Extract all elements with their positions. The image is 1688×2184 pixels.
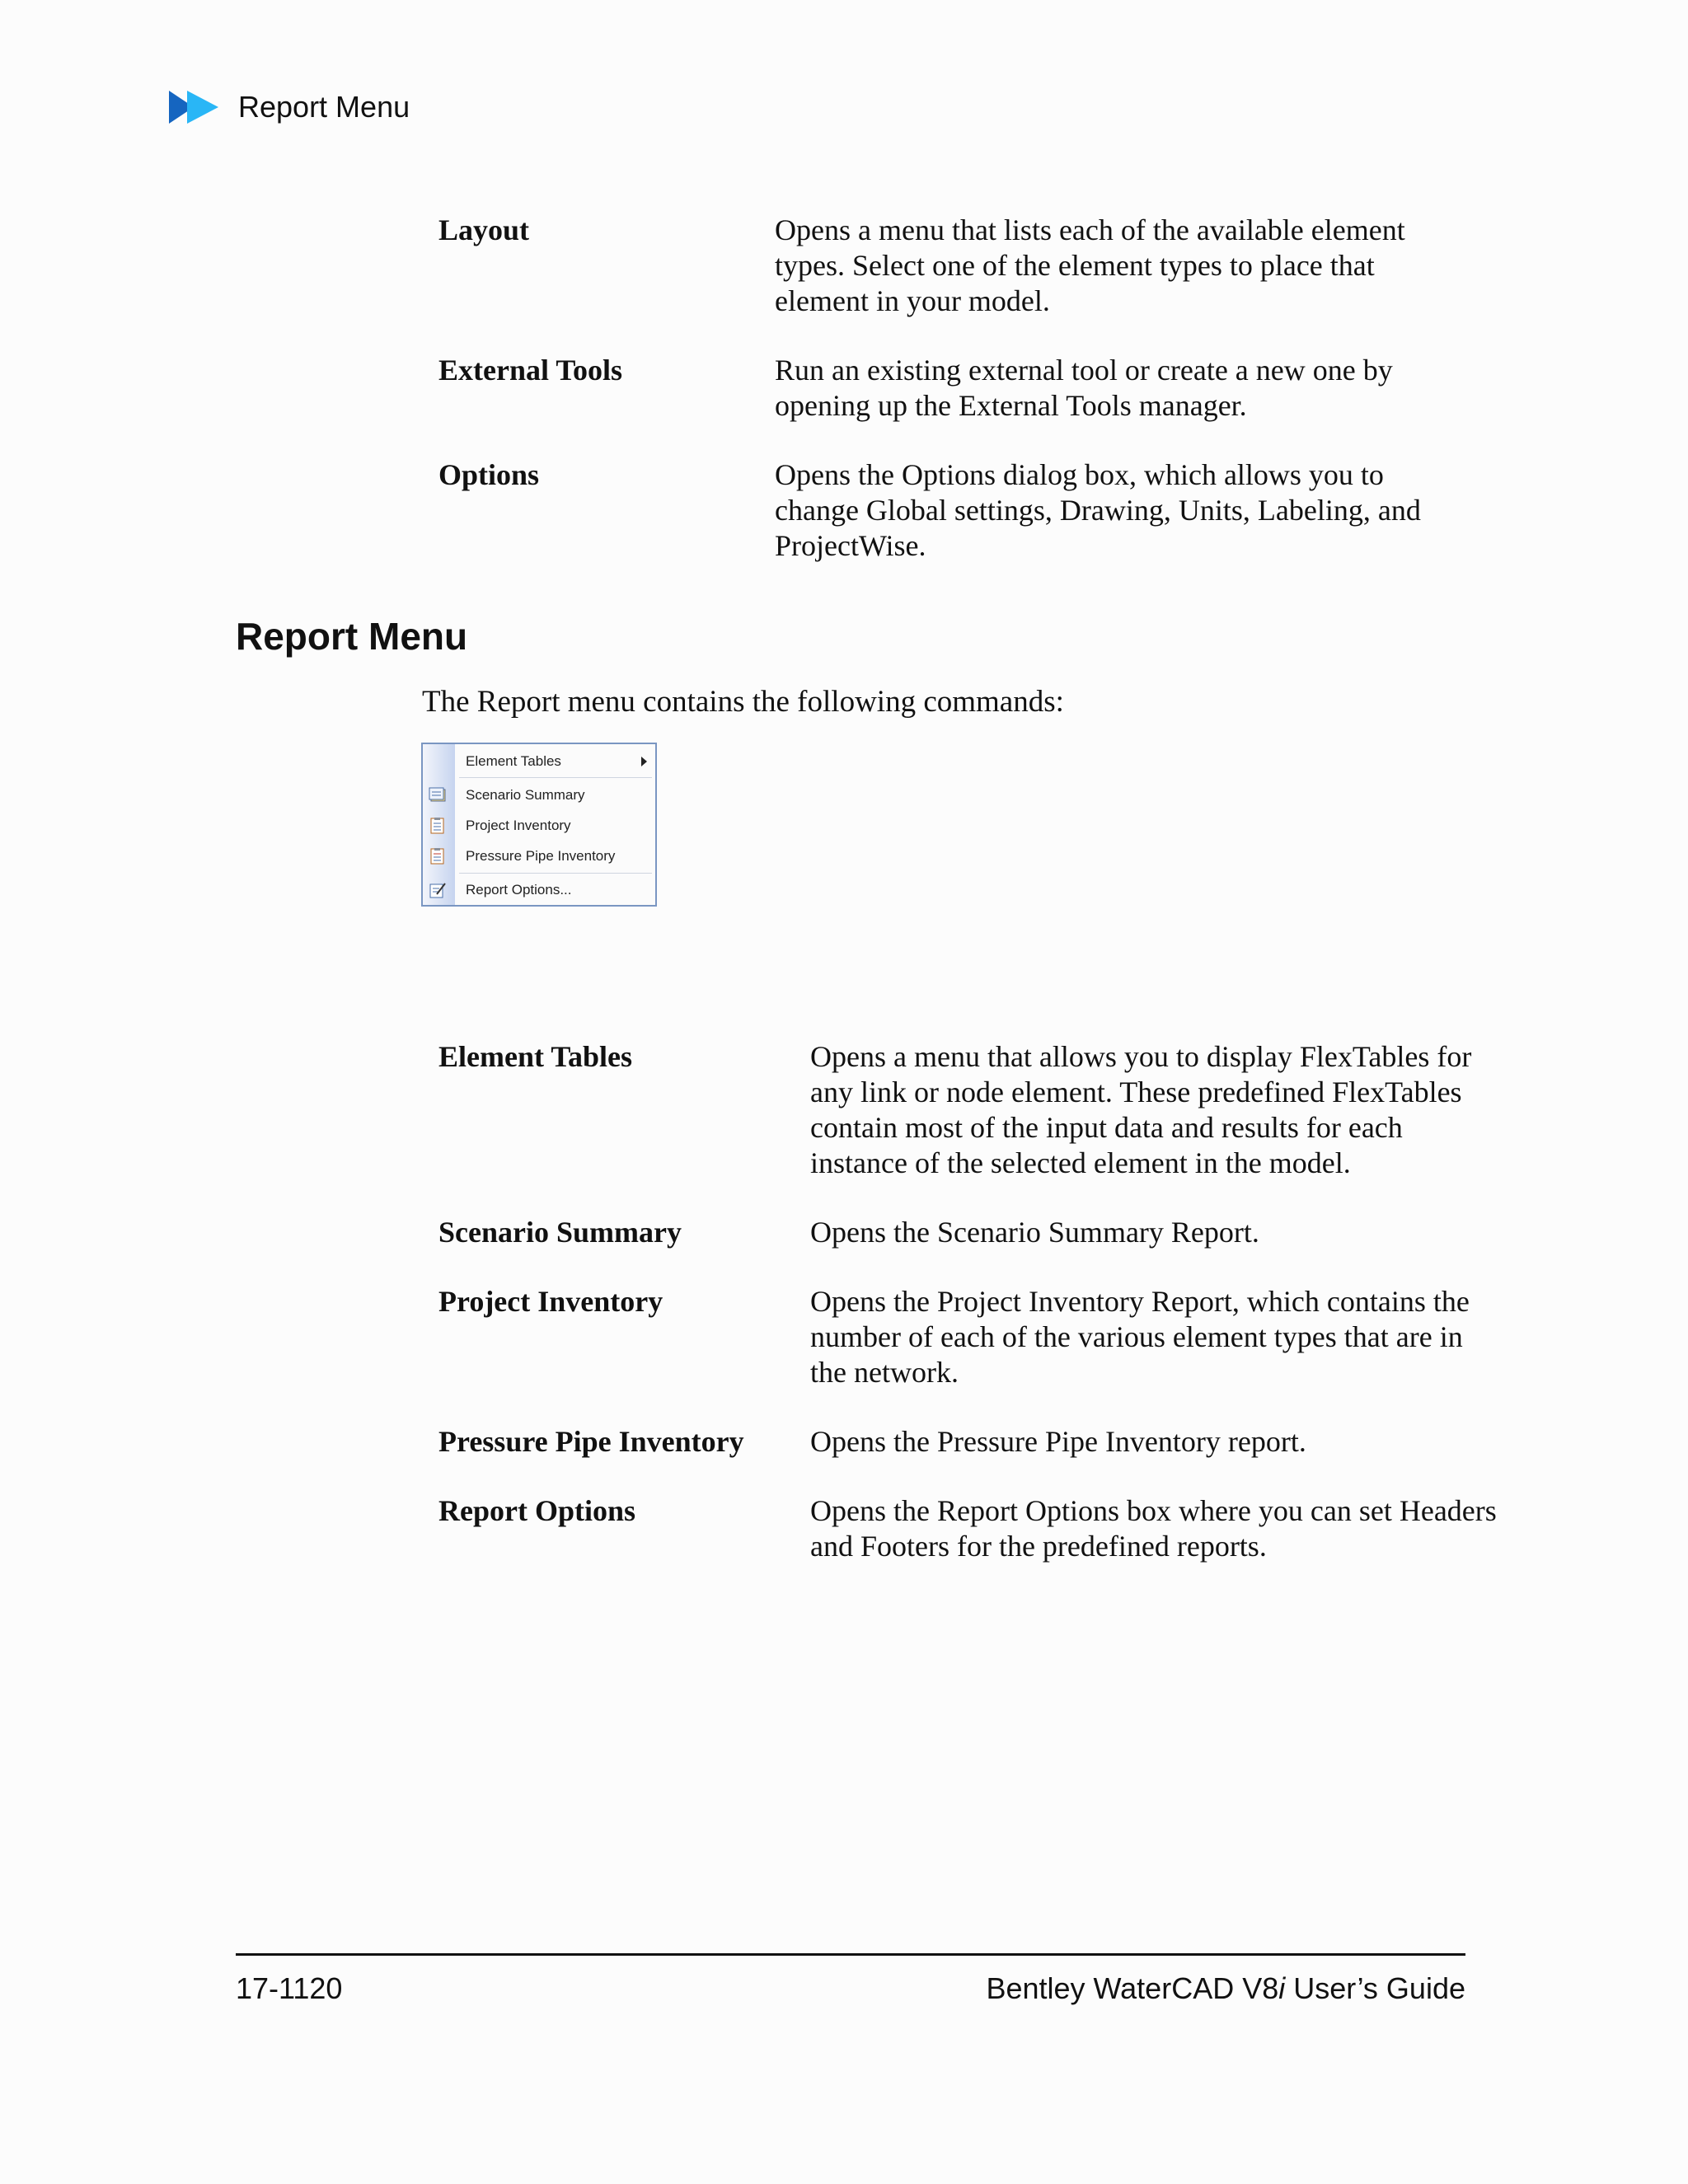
- definition-row: [438, 457, 1459, 564]
- menu-item-element-tables[interactable]: [423, 748, 655, 776]
- command-term: Element Tables: [438, 1040, 633, 1073]
- command-description: Opens the Options dialog box, which allows you to change Global settings, Drawing, Units, Labeling, and ProjectWise.: [775, 458, 1421, 562]
- project-inventory-icon: [429, 818, 447, 834]
- document-title-italic: i: [1278, 1971, 1286, 2005]
- page-number: 17-1120: [236, 1971, 343, 2005]
- command-term: Options: [438, 458, 540, 491]
- definition-row: [438, 1424, 1503, 1460]
- definition-row: [438, 353, 1459, 424]
- document-title: [986, 1971, 1465, 2006]
- menu-item-report-options[interactable]: [423, 876, 655, 904]
- scenario-summary-icon: [429, 787, 447, 804]
- section-intro: The Report menu contains the following commands:: [422, 685, 1064, 719]
- section-title: Report Menu: [236, 615, 468, 658]
- menu-item-scenario-summary[interactable]: [423, 781, 655, 809]
- menu-item-label: Report Options...: [466, 882, 572, 898]
- menu-separator: [459, 873, 652, 874]
- report-commands-list: [438, 1039, 1503, 1564]
- command-description: Opens a menu that allows you to display FlexTables for any link or node element. These predefined FlexTables contain most of the input data and results for each instance of the selected element in the model.: [810, 1040, 1472, 1179]
- footer-rule: [236, 1953, 1465, 1956]
- command-term: Project Inventory: [438, 1285, 663, 1318]
- command-term: Layout: [438, 213, 530, 246]
- command-term: Report Options: [438, 1494, 636, 1527]
- command-term: Pressure Pipe Inventory: [438, 1425, 744, 1458]
- running-header: [169, 89, 410, 125]
- command-description: Opens the Project Inventory Report, which contains the number of each of the various element types that are in the network.: [810, 1285, 1470, 1389]
- report-menu-screenshot: [421, 743, 657, 907]
- previous-commands-list: [438, 213, 1459, 564]
- menu-item-label: Project Inventory: [466, 818, 571, 833]
- menu-item-project-inventory[interactable]: [423, 812, 655, 840]
- command-description: Opens the Pressure Pipe Inventory report.: [810, 1425, 1306, 1458]
- command-term: Scenario Summary: [438, 1216, 682, 1249]
- menu-item-label: Element Tables: [466, 753, 561, 769]
- menu-item-pressure-pipe-inventory[interactable]: [423, 842, 655, 870]
- report-options-icon: [429, 882, 447, 898]
- command-description: Opens the Scenario Summary Report.: [810, 1216, 1259, 1249]
- document-title-suffix: User’s Guide: [1285, 1971, 1465, 2005]
- double-arrow-icon: [169, 89, 222, 125]
- submenu-arrow-icon: [641, 757, 647, 766]
- document-title-prefix: Bentley WaterCAD V8: [986, 1971, 1279, 2005]
- definition-row: [438, 1284, 1503, 1390]
- command-description: Run an existing external tool or create a new one by opening up the External Tools manager.: [775, 354, 1393, 422]
- command-term: External Tools: [438, 354, 623, 387]
- definition-row: [438, 213, 1459, 319]
- pressure-pipe-inventory-icon: [429, 848, 447, 865]
- definition-row: [438, 1215, 1503, 1250]
- definition-row: [438, 1039, 1503, 1181]
- menu-separator: [459, 777, 652, 778]
- header-title: Report Menu: [238, 90, 410, 124]
- menu-item-label: Scenario Summary: [466, 787, 585, 803]
- command-description: Opens the Report Options box where you can set Headers and Footers for the predefined reports.: [810, 1494, 1497, 1563]
- menu-item-label: Pressure Pipe Inventory: [466, 848, 616, 864]
- command-description: Opens a menu that lists each of the available element types. Select one of the element types to place that element in your model.: [775, 213, 1405, 317]
- definition-row: [438, 1493, 1503, 1564]
